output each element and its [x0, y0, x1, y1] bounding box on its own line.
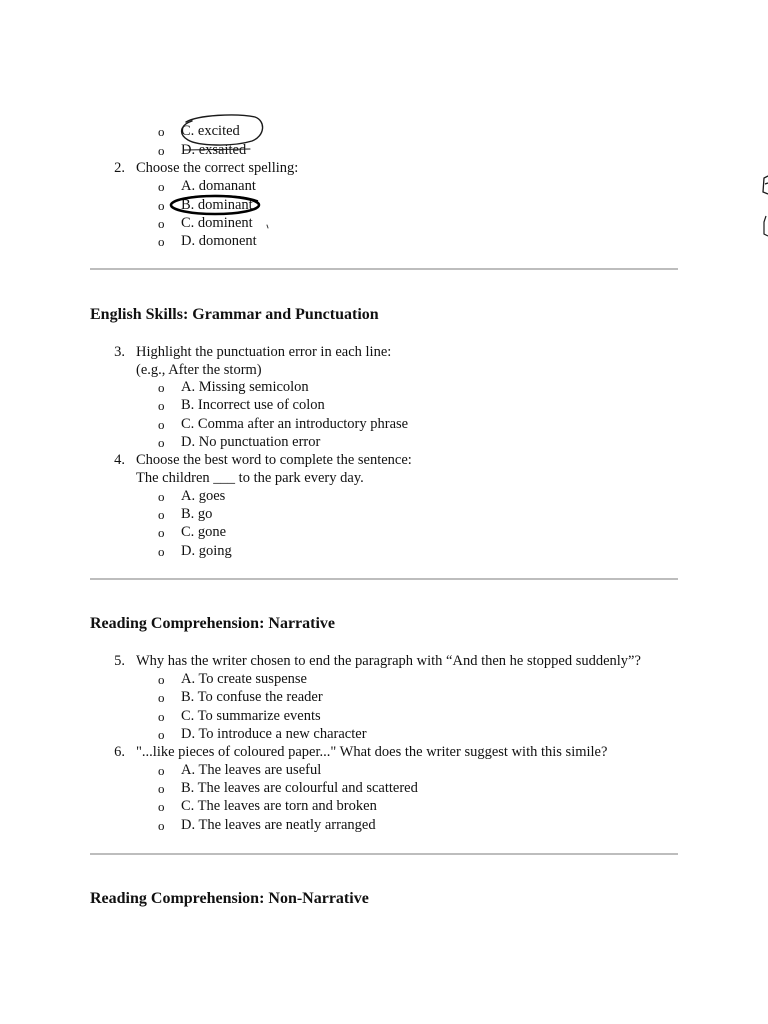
bullet: o	[158, 143, 165, 158]
bullet: o	[158, 781, 165, 796]
question-number-6: 6.	[114, 744, 125, 760]
bullet: o	[158, 525, 165, 540]
option-q6-c: C. The leaves are torn and broken	[181, 798, 377, 814]
section-heading-narrative: Reading Comprehension: Narrative	[90, 615, 336, 632]
bullet: o	[158, 198, 165, 213]
question-number-5: 5.	[114, 653, 125, 669]
bullet: o	[158, 544, 165, 559]
option-q2-a: A. domanant	[181, 178, 256, 194]
option-s0-partial-c: C. excited	[181, 123, 240, 139]
option-q2-d: D. domonent	[181, 233, 257, 249]
option-q2-c: C. dominent	[181, 215, 253, 231]
question-number-2: 2.	[114, 160, 125, 176]
bullet: o	[158, 672, 165, 687]
question-number-4: 4.	[114, 452, 125, 468]
bullet: o	[158, 380, 165, 395]
ink-edge-mark-1	[763, 176, 768, 194]
option-q5-d: D. To introduce a new character	[181, 726, 367, 742]
option-q3-d: D. No punctuation error	[181, 434, 321, 450]
option-q4-c: C. gone	[181, 524, 227, 540]
option-q3-c: C. Comma after an introductory phrase	[181, 416, 409, 432]
bullet: o	[158, 763, 165, 778]
option-q4-a: A. goes	[181, 488, 226, 504]
option-q5-a: A. To create suspense	[181, 671, 307, 687]
section-heading-grammar: English Skills: Grammar and Punctuation	[90, 306, 379, 323]
question-4-text: Choose the best word to complete the sentence:	[136, 452, 412, 468]
bullet: o	[158, 507, 165, 522]
option-q4-d: D. going	[181, 543, 232, 559]
bullet: o	[158, 489, 165, 504]
ink-dot	[267, 225, 268, 228]
bullet: o	[158, 124, 165, 139]
question-3-example: (e.g., After the storm)	[136, 362, 262, 378]
option-q4-b: B. go	[181, 506, 213, 522]
bullet: o	[158, 234, 165, 249]
question-6-text: "...like pieces of coloured paper..." What does the writer suggest with this simile?	[136, 744, 608, 760]
bullet: o	[158, 709, 165, 724]
option-q6-a: A. The leaves are useful	[181, 762, 322, 778]
option-q3-b: B. Incorrect use of colon	[181, 397, 325, 413]
question-2-text: Choose the correct spelling:	[136, 160, 299, 176]
bullet: o	[158, 435, 165, 450]
bullet: o	[158, 398, 165, 413]
option-s0-partial-d: D. exsaited	[181, 142, 247, 158]
question-number-3: 3.	[114, 344, 125, 360]
bullet: o	[158, 727, 165, 742]
section-divider	[90, 578, 678, 580]
question-4-sentence: The children ___ to the park every day.	[136, 470, 364, 486]
bullet: o	[158, 179, 165, 194]
ink-edge-mark-2	[764, 216, 768, 236]
section-divider	[90, 268, 678, 270]
section-heading-non-narrative: Reading Comprehension: Non-Narrative	[90, 890, 369, 907]
option-q6-d: D. The leaves are neatly arranged	[181, 817, 376, 833]
bullet: o	[158, 690, 165, 705]
bullet: o	[158, 799, 165, 814]
question-3-text: Highlight the punctuation error in each line:	[136, 344, 392, 360]
bullet: o	[158, 216, 165, 231]
option-q2-b: B. dominant	[181, 197, 253, 213]
bullet: o	[158, 818, 165, 833]
question-5-text: Why has the writer chosen to end the paragraph with “And then he stopped suddenly”?	[136, 653, 641, 669]
option-q6-b: B. The leaves are colourful and scattered	[181, 780, 418, 796]
option-q3-a: A. Missing semicolon	[181, 379, 309, 395]
option-q5-b: B. To confuse the reader	[181, 689, 323, 705]
bullet: o	[158, 417, 165, 432]
option-q5-c: C. To summarize events	[181, 708, 321, 724]
section-divider	[90, 853, 678, 855]
